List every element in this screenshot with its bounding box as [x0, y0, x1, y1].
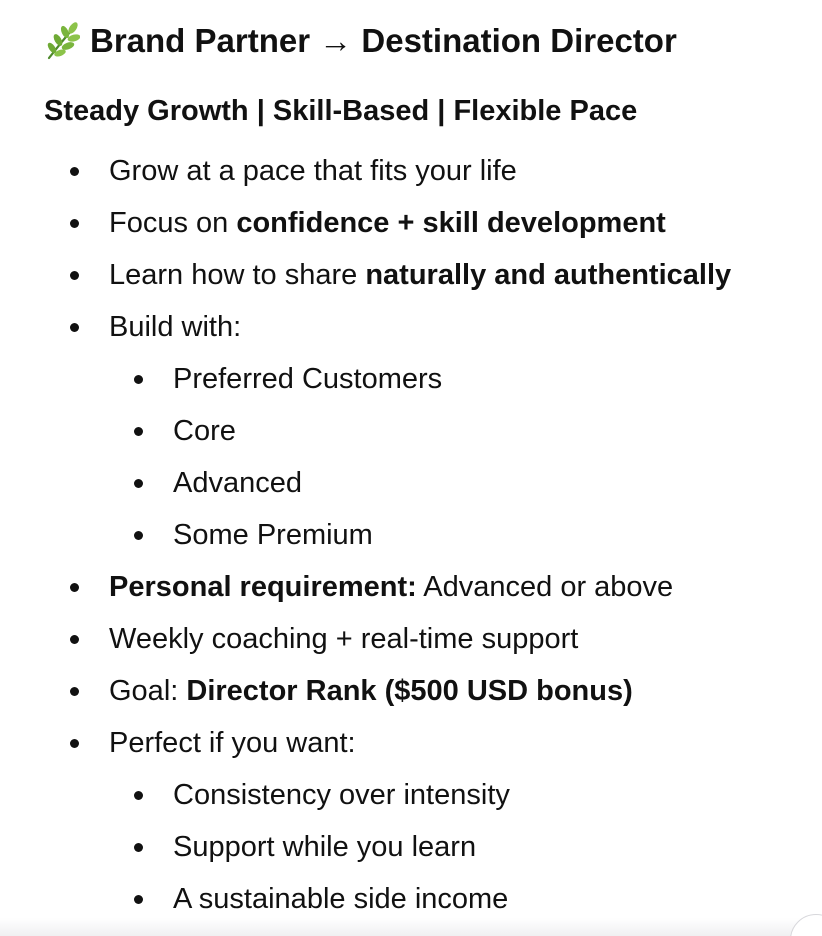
- subtitle: Steady Growth | Skill-Based | Flexible Pace: [44, 95, 638, 127]
- bullet-dot: [70, 219, 79, 228]
- bullet-dot: [70, 271, 79, 280]
- herb-leaf-icon: [44, 21, 80, 61]
- list-item: [109, 307, 241, 347]
- bullet-dot: [70, 739, 79, 748]
- list-item: [109, 723, 356, 763]
- list-item-text: Perfect if you want:: [109, 727, 356, 759]
- bullet-dot: [134, 479, 143, 488]
- list-item-text: Advanced or above: [416, 571, 674, 603]
- nested-list-item: [173, 515, 373, 555]
- bullet-dot: [70, 583, 79, 592]
- list-item-text: Advanced: [173, 467, 302, 499]
- list-item: [109, 619, 578, 659]
- list-item: [109, 151, 517, 191]
- bullet-dot: [70, 687, 79, 696]
- list-item-emphasis: confidence + skill development: [236, 207, 666, 239]
- bullet-dot: [134, 375, 143, 384]
- bullet-dot: [134, 895, 143, 904]
- list-item-text: Build with:: [109, 311, 242, 343]
- bullet-dot: [70, 323, 79, 332]
- list-item-emphasis: Director Rank ($500 USD bonus): [186, 675, 633, 707]
- list-item: [109, 567, 673, 607]
- list-item: [109, 671, 633, 711]
- nested-list-item: [173, 775, 510, 815]
- bullet-dot: [70, 635, 79, 644]
- list-item-text: A sustainable side income: [173, 883, 509, 915]
- list-item-text: Goal:: [109, 675, 187, 707]
- list-item-emphasis: naturally and authentically: [365, 259, 732, 291]
- list-item-text: Some Premium: [173, 519, 373, 551]
- list-item-text: Learn how to share: [109, 259, 366, 291]
- list-item-text: Grow at a pace that fits your life: [109, 155, 517, 187]
- list-item-text: Preferred Customers: [173, 363, 443, 395]
- bottom-fade: [0, 918, 822, 936]
- page-title: [44, 18, 677, 64]
- list-item: [109, 255, 731, 295]
- bullet-dot: [70, 167, 79, 176]
- bullet-dot: [134, 531, 143, 540]
- list-item-text: Consistency over intensity: [173, 779, 510, 811]
- nested-list-item: [173, 411, 236, 451]
- list-item-emphasis: Personal requirement:: [109, 571, 417, 603]
- bullet-dot: [134, 843, 143, 852]
- list-item-text: Weekly coaching + real-time support: [109, 623, 579, 655]
- nested-list-item: [173, 463, 302, 503]
- title-text: Brand Partner → Destination Director: [90, 22, 677, 59]
- list-item-text: Focus on: [109, 207, 237, 239]
- nested-list-item: [173, 879, 508, 919]
- nested-list-item: [173, 359, 442, 399]
- bullet-dot: [134, 427, 143, 436]
- nested-list-item: [173, 827, 476, 867]
- list-item: [109, 203, 666, 243]
- bullet-dot: [134, 791, 143, 800]
- list-item-text: Core: [173, 415, 236, 447]
- list-item-text: Support while you learn: [173, 831, 477, 863]
